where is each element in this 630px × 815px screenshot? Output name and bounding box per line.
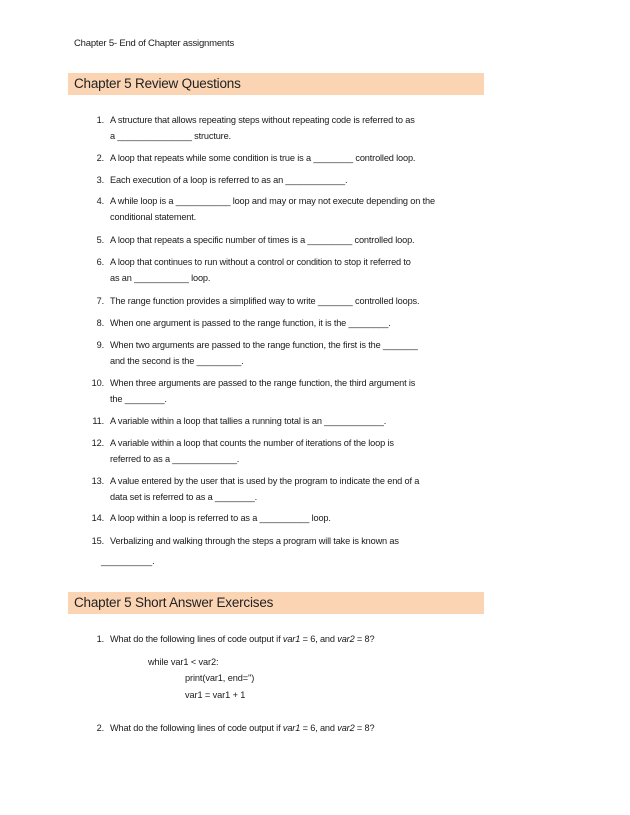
question-number: 13.	[91, 476, 104, 486]
question-text-line1: A structure that allows repeating steps without repeating code is referred to as	[110, 115, 415, 125]
question-text-line2: data set is referred to as a ________.	[110, 492, 258, 502]
question-number: 9.	[96, 340, 104, 350]
question-text-line2: a _______________ structure.	[110, 131, 231, 141]
question-text-line1: A variable within a loop that counts the number of iterations of the loop is	[110, 438, 394, 448]
question-number: 4.	[96, 196, 104, 206]
code-line-print: print(var1, end='')	[185, 673, 255, 683]
question-text-line2: referred to as a _____________.	[110, 454, 240, 464]
question-number: 8.	[96, 318, 104, 328]
question-text-line2: and the second is the _________.	[110, 356, 244, 366]
question-text-line1: A while loop is a ___________ loop and may or may not execute depending on the	[110, 196, 435, 206]
short-answer-heading: Chapter 5 Short Answer Exercises	[68, 592, 484, 614]
question-text-line1: Verbalizing and walking through the steps a program will take is known as	[110, 536, 399, 546]
question-text-line2: as an ___________ loop.	[110, 273, 211, 283]
question-text-line1: A loop that repeats a specific number of times is a _________ controlled loop.	[110, 235, 415, 245]
question-number: 14.	[91, 513, 104, 523]
question-text-line2: conditional statement.	[110, 212, 197, 222]
question-text-line1: When two arguments are passed to the range function, the first is the _______	[110, 340, 418, 350]
question-text-line1: When one argument is passed to the range function, it is the ________.	[110, 318, 391, 328]
exercise-text: What do the following lines of code output if var1 = 6, and var2 = 8?	[110, 634, 375, 644]
var1-italic: var1	[282, 634, 301, 644]
question-text-line1: A loop that continues to run without a control or condition to stop it referred to	[110, 257, 411, 267]
question-text-line1: A variable within a loop that tallies a running total is an ____________.	[110, 416, 387, 426]
var1-italic: var1	[282, 723, 301, 733]
question-number: 12.	[91, 438, 104, 448]
question-text-line1: The range function provides a simplified way to write _______ controlled loops.	[110, 296, 420, 306]
exercise-number: 2.	[96, 723, 104, 733]
var2-italic: var2	[337, 634, 355, 644]
question-text-line2: __________.	[101, 556, 155, 566]
question-text-line1: When three arguments are passed to the range function, the third argument is	[110, 378, 416, 388]
question-text-line1: A loop within a loop is referred to as a __________ loop.	[110, 513, 331, 523]
exercise-number: 1.	[96, 634, 104, 644]
exercise-text: What do the following lines of code output if var1 = 6, and var2 = 8?	[110, 723, 375, 733]
question-number: 3.	[96, 175, 104, 185]
question-text-line1: Each execution of a loop is referred to as an ____________.	[110, 175, 348, 185]
code-line-while: while var1 < var2:	[148, 657, 219, 667]
question-number: 5.	[96, 235, 104, 245]
question-text-line2: the ________.	[110, 394, 167, 404]
var2-italic: var2	[337, 723, 355, 733]
document-header: Chapter 5- End of Chapter assignments	[74, 38, 234, 49]
question-number: 7.	[96, 296, 104, 306]
review-questions-heading: Chapter 5 Review Questions	[68, 73, 484, 95]
question-number: 10.	[91, 378, 104, 388]
question-number: 2.	[96, 153, 104, 163]
question-number: 15.	[91, 536, 104, 546]
question-number: 11.	[92, 416, 104, 426]
question-number: 6.	[96, 257, 104, 267]
question-text-line1: A loop that repeats while some condition is true is a ________ controlled loop.	[110, 153, 416, 163]
question-number: 1.	[96, 115, 104, 125]
question-text-line1: A value entered by the user that is used by the program to indicate the end of a	[110, 476, 420, 486]
code-line-increment: var1 = var1 + 1	[185, 690, 246, 700]
